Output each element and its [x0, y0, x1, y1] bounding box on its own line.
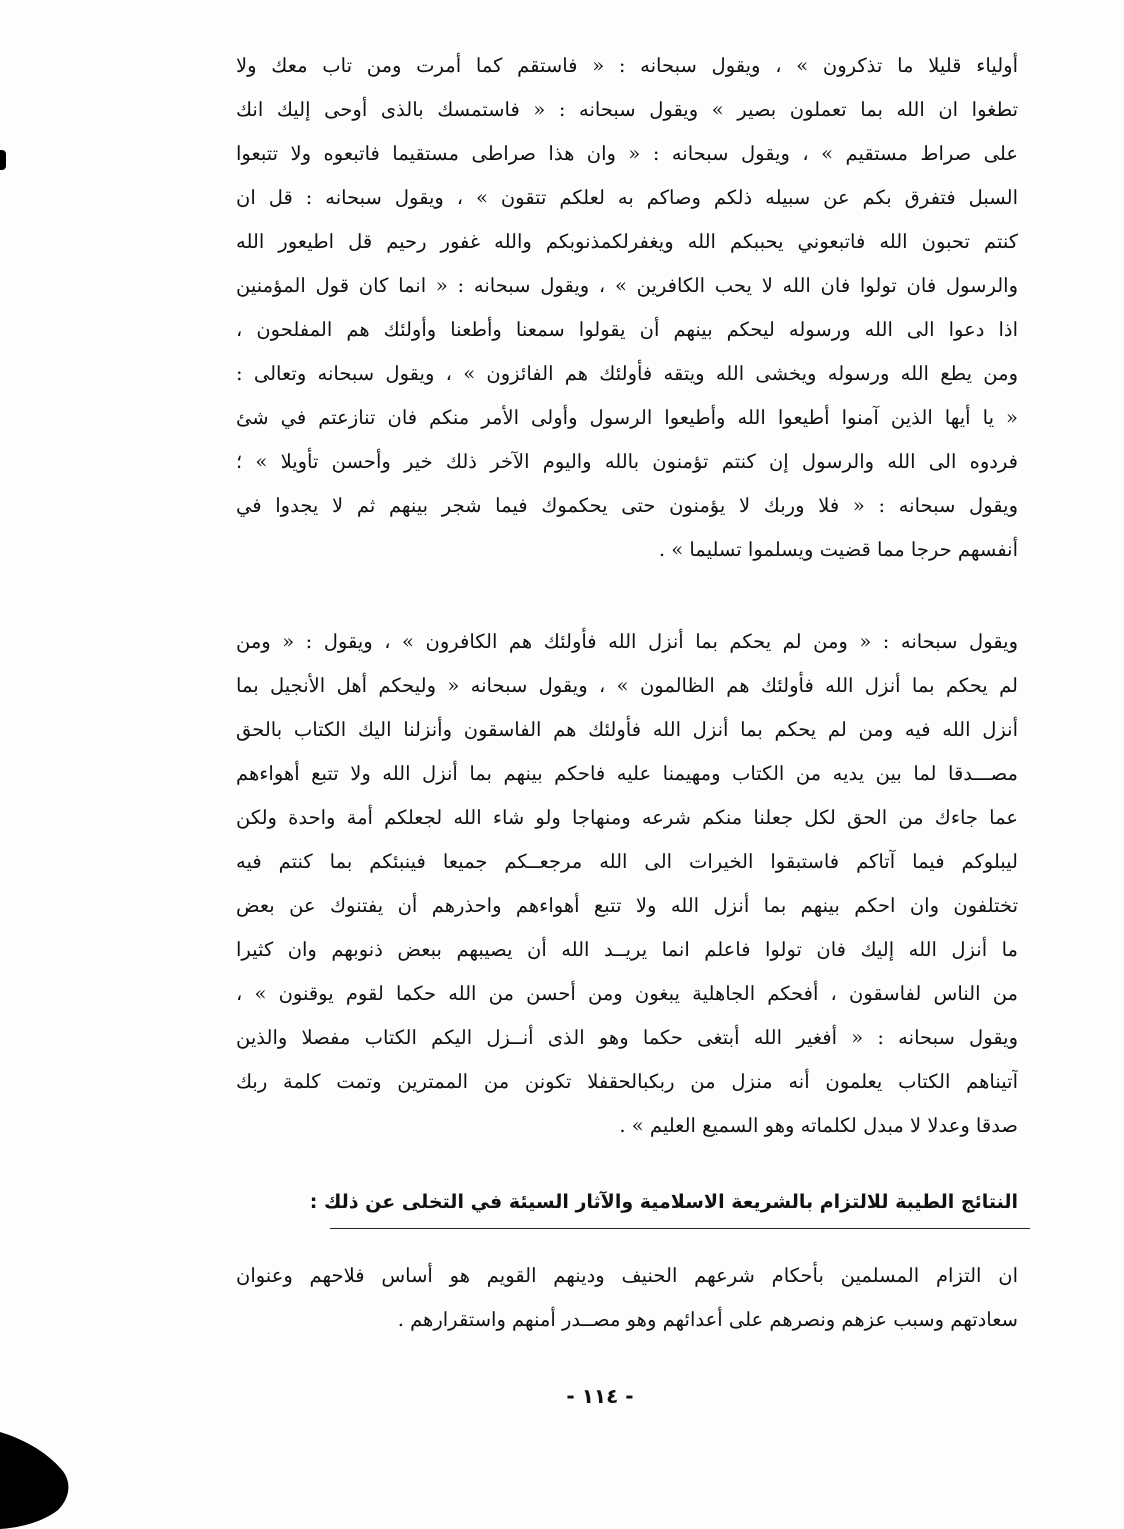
text-line: تطغوا ان الله بما تعملون بصير » ويقول سبحانه : « فاستمسك بالذى أوحى إليك انك [236, 98, 1018, 121]
text-line: آتيناهم الكتاب يعلمون أنه منزل من ربكبالحقفلا تكونن من الممترين وتمت كلمة ربك [236, 1070, 1018, 1093]
page-number: - ١١٤ - [566, 1384, 634, 1408]
text-line: صدقا وعدلا لا مبدل لكلماته وهو السميع العليم » . [619, 1114, 1018, 1137]
text-line: ويقول سبحانه : « ومن لم يحكم بما أنزل الله فأولئك هم الكافرون » ، ويقول : « ومن [236, 630, 1018, 653]
text-line: ويقول سبحانه : « فلا وربك لا يؤمنون حتى يحكموك فيما شجر بينهم ثم لا يجدوا في [236, 494, 1018, 517]
scan-edge-mark [0, 150, 6, 170]
text-line: « يا أيها الذين آمنوا أطيعوا الله وأطيعوا الرسول وأولى الأمر منكم فان تنازعتم في شئ [236, 406, 1018, 429]
heading-underline [330, 1228, 1030, 1229]
text-line: اذا دعوا الى الله ورسوله ليحكم بينهم أن يقولوا سمعنا وأطعنا وأولئك هم المفلحون ، [236, 318, 1018, 341]
text-line: سعادتهم وسبب عزهم ونصرهم على أعدائهم وهو مصــدر أمنهم واستقرارهم . [397, 1308, 1018, 1331]
text-line: ان التزام المسلمين بأحكام شرعهم الحنيف ودينهم القويم هو أساس فلاحهم وعنوان [236, 1264, 1018, 1287]
paragraph-3 [236, 1254, 1018, 1342]
text-line: ومن يطع الله ورسوله ويخشى الله ويتقه فأولئك هم الفائزون » ، ويقول سبحانه وتعالى : [236, 362, 1018, 385]
paragraph-1 [236, 44, 1018, 572]
text-line: تختلفون وان احكم بينهم بما أنزل الله ولا تتبع أهواءهم واحذرهم أن يفتنوك عن بعض [236, 894, 1018, 917]
paragraph-2 [236, 620, 1018, 1148]
text-line: ما أنزل الله إليك فان تولوا فاعلم انما يريــد الله أن يصيبهم ببعض ذنوبهم وان كثيرا [236, 938, 1018, 961]
text-line: فردوه الى الله والرسول إن كنتم تؤمنون بالله واليوم الآخر ذلك خير وأحسن تأويلا » ؛ [236, 450, 1018, 473]
text-line: عما جاءك من الحق لكل جعلنا منكم شرعه ومنهاجا ولو شاء الله لجعلكم أمة واحدة ولكن [236, 806, 1018, 829]
scan-corner-shadow [0, 1420, 80, 1529]
text-line: من الناس لفاسقون ، أفحكم الجاهلية يبغون ومن أحسن من الله حكما لقوم يوقنون » ، [236, 982, 1018, 1005]
text-line: لم يحكم بما أنزل الله فأولئك هم الظالمون » ، ويقول سبحانه « وليحكم أهل الأنجيل بما [236, 674, 1018, 697]
text-line: على صراط مستقيم » ، ويقول سبحانه : « وان هذا صراطى مستقيما فاتبعوه ولا تتبعوا [236, 142, 1018, 165]
text-line: والرسول فان تولوا فان الله لا يحب الكافرين » ، ويقول سبحانه : « انما كان قول المؤمنين [236, 274, 1018, 297]
section-heading: النتائج الطيبة للالتزام بالشريعة الاسلامية والآثار السيئة في التخلى عن ذلك : [309, 1191, 1018, 1213]
text-line: أنزل الله فيه ومن لم يحكم بما أنزل الله فأولئك هم الفاسقون وأنزلنا اليك الكتاب بالحق [236, 718, 1018, 741]
text-line: أنفسهم حرجا مما قضيت ويسلموا تسليما » . [658, 538, 1018, 561]
text-line: ليبلوكم فيما آتاكم فاستبقوا الخيرات الى الله مرجعــكم جميعا فينبئكم بما كنتم فيه [236, 850, 1018, 873]
text-line: مصـــدقا لما بين يديه من الكتاب ومهيمنا عليه فاحكم بينهم بما أنزل الله ولا تتبع أهواءهم [236, 762, 1018, 785]
text-line: أولياء قليلا ما تذكرون » ، ويقول سبحانه : « فاستقم كما أمرت ومن تاب معك ولا [236, 54, 1018, 77]
text-line: السبل فتفرق بكم عن سبيله ذلكم وصاكم به لعلكم تتقون » ، ويقول سبحانه : قل ان [236, 186, 1018, 209]
text-line: ويقول سبحانه : « أفغير الله أبتغى حكما وهو الذى أنــزل اليكم الكتاب مفصلا والذين [236, 1026, 1018, 1049]
text-line: كنتم تحبون الله فاتبعوني يحببكم الله ويغفرلكمذنوبكم والله غفور رحيم قل اطيعور الله [236, 230, 1018, 253]
